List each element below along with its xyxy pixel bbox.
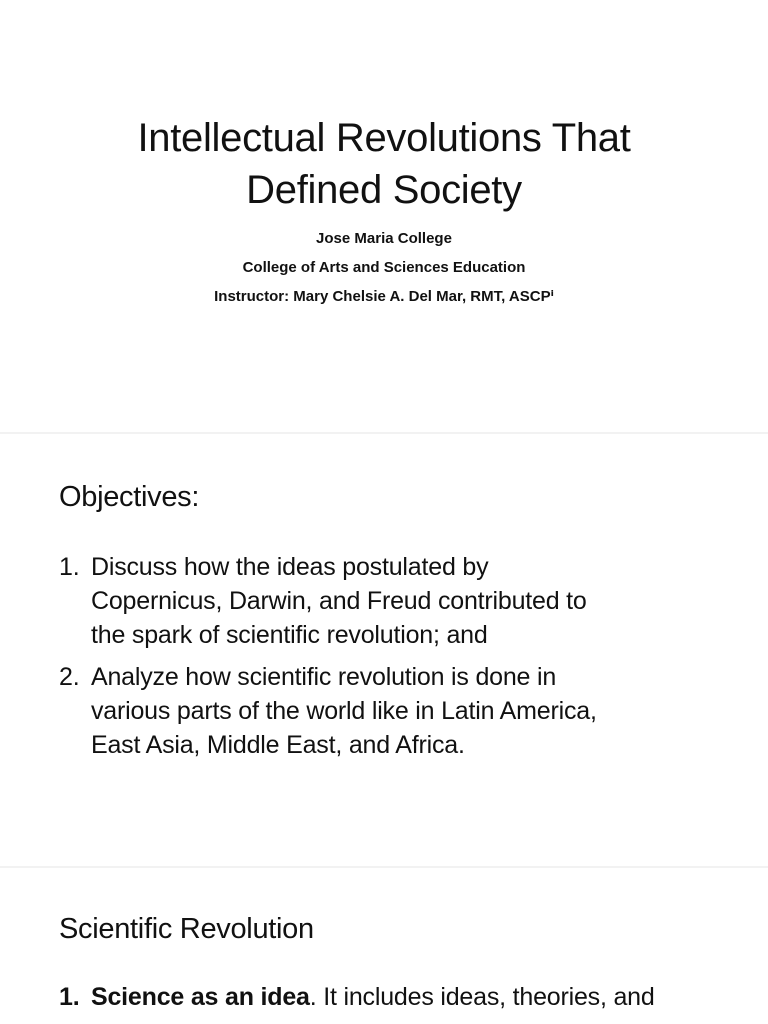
objective-line: Copernicus, Darwin, and Freud contributed to	[91, 587, 587, 615]
objective-item	[59, 660, 739, 762]
objective-line: various parts of the world like in Latin America,	[91, 697, 597, 725]
objectives-list	[59, 550, 739, 770]
objective-line: the spark of scientific revolution; and	[91, 621, 488, 649]
objective-item	[59, 550, 739, 652]
objective-line: East Asia, Middle East, and Africa.	[91, 731, 465, 759]
list-number: 2.	[59, 663, 80, 691]
item-bold-term: Science as an idea	[91, 983, 310, 1011]
institution-name: Jose Maria College	[316, 230, 452, 247]
item-text: . It includes ideas, theories, and	[309, 983, 655, 1011]
scientific-revolution-list	[59, 980, 739, 1022]
presentation-title	[40, 112, 728, 216]
instructor-name: Instructor: Mary Chelsie A. Del Mar, RMT, ASCPⁱ	[214, 288, 554, 305]
scientific-revolution-slide	[0, 868, 768, 1024]
list-item	[59, 980, 739, 1014]
title-line-1: Intellectual Revolutions That	[137, 116, 631, 160]
objective-line: Discuss how the ideas postulated by	[91, 553, 489, 581]
title-line-2: Defined Society	[246, 168, 522, 212]
scientific-revolution-heading: Scientific Revolution	[59, 913, 314, 945]
list-number: 1.	[59, 983, 80, 1011]
department-name: College of Arts and Sciences Education	[242, 259, 526, 276]
objectives-heading: Objectives:	[59, 481, 200, 513]
objectives-slide	[0, 434, 768, 866]
title-slide	[0, 0, 768, 432]
list-number: 1.	[59, 553, 80, 581]
objective-line: Analyze how scientific revolution is done in	[91, 663, 557, 691]
